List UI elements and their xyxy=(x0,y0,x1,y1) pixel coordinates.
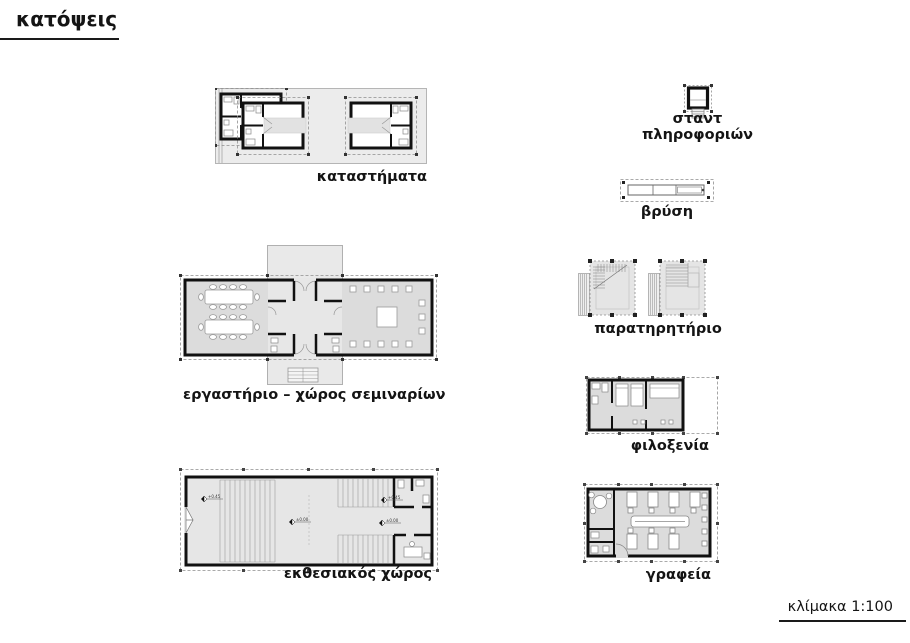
plan-hospitality-label: φιλοξενία xyxy=(630,438,709,454)
plan-exhibition-label: εκθεσιακός χώρος xyxy=(283,566,432,582)
scale-underline xyxy=(779,620,906,622)
plan-offices-drawing xyxy=(583,483,719,567)
plan-exhibition-drawing xyxy=(178,467,440,575)
svg-text:+0.45: +0.45 xyxy=(208,493,221,499)
plan-observatory-label: παρατηρητήριο xyxy=(594,321,722,337)
plan-seminar-drawing xyxy=(175,245,440,387)
svg-text:±0.00: ±0.00 xyxy=(296,516,309,522)
plan-fountain-drawing xyxy=(619,177,715,205)
title-underline xyxy=(0,38,119,40)
plan-info-stand-label-line1: σταντ xyxy=(672,111,723,127)
plan-info-stand-label-line2: πληροφοριών xyxy=(641,127,754,143)
svg-text:±0.00: ±0.00 xyxy=(386,517,399,523)
plan-observatory-left-drawing xyxy=(578,259,640,319)
svg-text:+0.45: +0.45 xyxy=(388,494,401,500)
plan-fountain-label: βρύση xyxy=(640,204,694,220)
plan-hospitality-drawing xyxy=(585,376,719,437)
plan-seminar-label: εργαστήριο – χώρος σεμιναρίων xyxy=(183,387,446,403)
plan-info-stand-label xyxy=(630,111,765,143)
plan-offices-label: γραφεία xyxy=(645,567,711,583)
plan-shops-label: καταστήματα xyxy=(316,169,427,185)
page-title: κατόψεις xyxy=(16,7,118,31)
scale-label: κλίμακα 1:100 xyxy=(787,599,893,615)
plan-observatory-right-drawing xyxy=(648,259,710,319)
plan-shops-drawing xyxy=(215,88,427,164)
